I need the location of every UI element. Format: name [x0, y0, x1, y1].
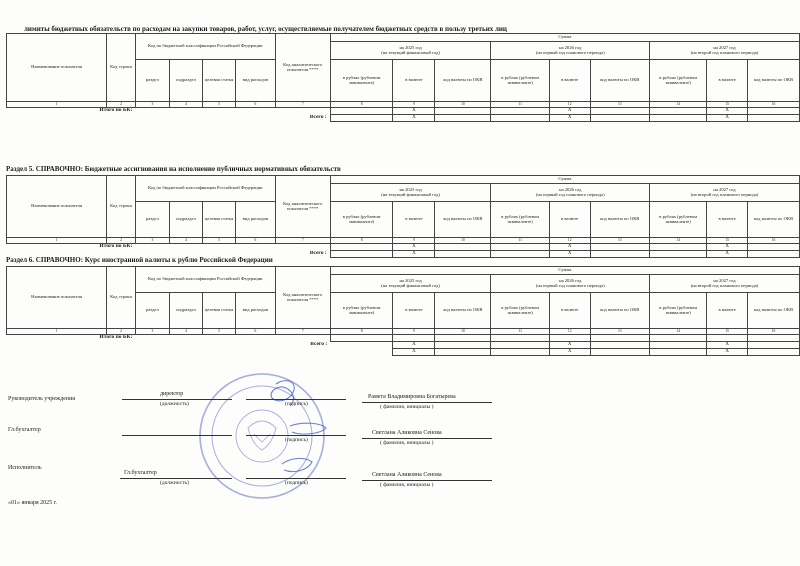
hdr-rub: в рублях (рублевом эквиваленте): [491, 293, 549, 329]
x-mark: X: [393, 251, 435, 258]
hdr-code-line: Код строки: [107, 176, 136, 238]
itogo-label: Итого по БК:: [99, 107, 133, 114]
hdr-year1: на 2025 год (на текущий финансовый год): [330, 275, 491, 293]
hdr-currency: в валюте: [707, 293, 748, 329]
col-num: 12: [549, 238, 590, 244]
executor-name-line: [362, 480, 492, 481]
col-num: 6: [236, 238, 276, 244]
hdr-podrazdel: подраздел: [169, 60, 202, 102]
col-num: 7: [275, 102, 330, 108]
col-num: 8: [330, 102, 393, 108]
x-mark: X: [393, 349, 435, 356]
accountant-label: Гл.бухгалтер: [8, 427, 41, 433]
col-num: 1: [7, 329, 107, 335]
col-num: 15: [707, 329, 748, 335]
name-hint: ( фамилия, инициалы ): [380, 404, 434, 410]
executor-position-line: [120, 478, 232, 479]
hdr-budget-class: Код по бюджетной классификации Российской Федерации: [135, 34, 275, 60]
col-num: 9: [393, 329, 435, 335]
hdr-podrazdel: подраздел: [169, 293, 202, 329]
executor-label: Исполнитель: [8, 465, 42, 471]
hdr-okv: код валюты по ОКВ: [435, 60, 491, 102]
hdr-okv: код валюты по ОКВ: [590, 202, 649, 238]
x-mark: X: [393, 244, 435, 251]
col-num: 12: [549, 102, 590, 108]
itogo-row: [7, 108, 800, 115]
vsego-row: [7, 115, 800, 122]
col-num: 14: [650, 329, 707, 335]
col-num: 4: [169, 238, 202, 244]
col-num: 1: [7, 238, 107, 244]
x-mark: X: [549, 244, 590, 251]
hdr-target: целевая статья: [202, 202, 235, 238]
x-mark: X: [549, 108, 590, 115]
x-mark: X: [707, 108, 748, 115]
col-num: 3: [135, 102, 169, 108]
col-num: 8: [330, 238, 393, 244]
position-hint: (должность): [160, 401, 189, 407]
x-mark: X: [549, 342, 590, 349]
table-section6: [6, 266, 800, 356]
vsego-label: Всего :: [309, 250, 327, 257]
hdr-code-line: Код строки: [107, 34, 136, 102]
hdr-year1: на 2025 год (на текущий финансовый год): [330, 42, 491, 60]
document-date: «01» января 2025 г.: [8, 500, 57, 506]
hdr-sum: Сумма: [330, 176, 799, 184]
head-label: Руководитель учреждения: [8, 396, 76, 402]
col-num: 5: [202, 102, 235, 108]
hdr-year3: на 2027 год (на второй год планового периода): [650, 42, 800, 60]
hdr-budget-class: Код по бюджетной классификации Российской Федерации: [135, 176, 275, 202]
col-num: 10: [435, 238, 491, 244]
hdr-currency: в валюте: [549, 293, 590, 329]
col-num: 2: [107, 102, 136, 108]
hdr-year2: на 2026 год (на первый год планового периода): [491, 42, 650, 60]
hdr-rub: в рублях (рублевом эквиваленте): [650, 60, 707, 102]
hdr-target: целевая статья: [202, 293, 235, 329]
hdr-okv: код валюты по ОКВ: [590, 293, 649, 329]
signature-hint: (подпись): [285, 437, 308, 443]
hdr-code-line: Код строки: [107, 267, 136, 329]
col-num: 10: [435, 102, 491, 108]
x-mark: X: [549, 251, 590, 258]
col-num: 16: [748, 238, 800, 244]
hdr-rub: в рублях (рублевом эквиваленте): [330, 202, 393, 238]
head-name-line: [362, 402, 492, 403]
x-mark: X: [549, 115, 590, 122]
hdr-year2: на 2026 год (на первый год планового периода): [491, 275, 650, 293]
col-num: 15: [707, 238, 748, 244]
hdr-expense-type: вид расходов: [236, 293, 276, 329]
hdr-name: Наименование показателя: [7, 34, 107, 102]
executor-signature-line: [246, 478, 346, 479]
executor-name: Светлана Аликовна Сенова: [372, 472, 442, 478]
col-num: 4: [169, 329, 202, 335]
name-hint: ( фамилия, инициалы ): [380, 440, 434, 446]
col-num: 6: [236, 329, 276, 335]
col-num: 16: [748, 102, 800, 108]
accountant-name: Светлана Аликовна Сенова: [372, 430, 442, 436]
itogo-label: Итого по БК:: [99, 334, 133, 341]
hdr-analytic: Код аналитического показателя ****: [275, 176, 330, 238]
col-num: 2: [107, 238, 136, 244]
hdr-rub: в рублях (рублевом эквиваленте): [491, 60, 549, 102]
hdr-sum: Сумма: [330, 34, 799, 42]
hdr-currency: в валюте: [707, 202, 748, 238]
col-num: 16: [748, 329, 800, 335]
col-num: 13: [590, 238, 649, 244]
col-num: 4: [169, 102, 202, 108]
hdr-rub: в рублях (рублевом эквиваленте): [330, 293, 393, 329]
col-num: 9: [393, 102, 435, 108]
col-num: 1: [7, 102, 107, 108]
x-mark: X: [393, 108, 435, 115]
table-section5: [6, 175, 800, 258]
hdr-rub: в рублях (рублевом эквиваленте): [650, 293, 707, 329]
col-num: 13: [590, 329, 649, 335]
col-num: 11: [491, 238, 549, 244]
hdr-rub: в рублях (рублевом эквиваленте): [330, 60, 393, 102]
col-num: 13: [590, 102, 649, 108]
col-num: 7: [275, 238, 330, 244]
x-mark: X: [707, 115, 748, 122]
hdr-analytic: Код аналитического показателя ****: [275, 34, 330, 102]
hdr-year2: на 2026 год (на первый год планового периода): [491, 184, 650, 202]
hdr-razdel: раздел: [135, 293, 169, 329]
hdr-year3: на 2027 год (на второй год планового периода): [650, 275, 800, 293]
hdr-razdel: раздел: [135, 60, 169, 102]
hdr-name: Наименование показателя: [7, 176, 107, 238]
col-num: 14: [650, 238, 707, 244]
col-num: 10: [435, 329, 491, 335]
hdr-currency: в валюте: [393, 202, 435, 238]
hdr-currency: в валюте: [393, 60, 435, 102]
vsego-row: [7, 342, 800, 349]
hdr-okv: код валюты по ОКВ: [748, 293, 800, 329]
col-num: 6: [236, 102, 276, 108]
section6-title: Раздел 6. СПРАВОЧНО: Курс иностранной валюты к рублю Российской Федерации: [6, 256, 273, 264]
col-num: 12: [549, 329, 590, 335]
hdr-okv: код валюты по ОКВ: [748, 202, 800, 238]
col-num: 5: [202, 329, 235, 335]
hdr-okv: код валюты по ОКВ: [435, 202, 491, 238]
col-num: 8: [330, 329, 393, 335]
hdr-year3: на 2027 год (на второй год планового периода): [650, 184, 800, 202]
hdr-okv: код валюты по ОКВ: [590, 60, 649, 102]
x-mark: X: [707, 349, 748, 356]
section4-title: лимиты бюджетных обязательств по расходам на закупки товаров, работ, услуг, осуществляемые получателем бюджетных средств в пользу третьих лиц: [24, 25, 507, 33]
hdr-rub: в рублях (рублевом эквиваленте): [650, 202, 707, 238]
hdr-okv: код валюты по ОКВ: [435, 293, 491, 329]
hdr-currency: в валюте: [549, 202, 590, 238]
x-mark: X: [707, 251, 748, 258]
signature-hint: (подпись): [285, 401, 308, 407]
col-num: 9: [393, 238, 435, 244]
hdr-sum: Сумма: [330, 267, 799, 275]
vsego-label: Всего :: [310, 341, 328, 348]
accountant-signature-line: [246, 435, 346, 436]
signature-hint: (подпись): [285, 480, 308, 486]
hdr-currency: в валюте: [707, 60, 748, 102]
section5-title: Раздел 5. СПРАВОЧНО: Бюджетные ассигнования на исполнение публичных нормативных обязательств: [6, 165, 341, 173]
x-mark: X: [707, 244, 748, 251]
vsego-label: Всего :: [309, 114, 327, 121]
accountant-position-line: [122, 435, 232, 436]
hdr-expense-type: вид расходов: [236, 202, 276, 238]
hdr-analytic: Код аналитического показателя ****: [275, 267, 330, 329]
hdr-currency: в валюте: [549, 60, 590, 102]
x-mark: X: [707, 342, 748, 349]
hdr-okv: код валюты по ОКВ: [748, 60, 800, 102]
hdr-razdel: раздел: [135, 202, 169, 238]
name-hint: ( фамилия, инициалы ): [380, 482, 434, 488]
accountant-name-line: [362, 438, 492, 439]
x-mark: X: [393, 115, 435, 122]
hdr-rub: в рублях (рублевом эквиваленте): [491, 202, 549, 238]
hdr-currency: в валюте: [393, 293, 435, 329]
table-section4: [6, 33, 800, 122]
col-num: 11: [491, 102, 549, 108]
itogo-label: Итого по БК:: [99, 243, 133, 250]
col-num: 14: [650, 102, 707, 108]
col-num: 7: [275, 329, 330, 335]
col-num: 2: [107, 329, 136, 335]
x-mark: X: [549, 349, 590, 356]
x-mark: X: [393, 342, 435, 349]
col-num: 11: [491, 329, 549, 335]
vsego-row-2: [7, 349, 800, 356]
col-num: 3: [135, 238, 169, 244]
hdr-name: Наименование показателя: [7, 267, 107, 329]
col-num: 3: [135, 329, 169, 335]
hdr-target: целевая статья: [202, 60, 235, 102]
executor-position: Гл.бухгалтер: [124, 470, 157, 476]
head-position-line: [122, 399, 232, 400]
head-position: директор: [160, 391, 184, 397]
col-num: 15: [707, 102, 748, 108]
col-num: 5: [202, 238, 235, 244]
head-name: Рамета Владимировна Богатырева: [368, 394, 456, 400]
hdr-podrazdel: подраздел: [169, 202, 202, 238]
head-signature-line: [246, 399, 346, 400]
hdr-expense-type: вид расходов: [236, 60, 276, 102]
hdr-year1: на 2025 год (на текущий финансовый год): [330, 184, 491, 202]
position-hint: (должность): [160, 480, 189, 486]
itogo-row: [7, 244, 800, 251]
hdr-budget-class: Код по бюджетной классификации Российской Федерации: [135, 267, 275, 293]
itogo-row: [7, 335, 800, 342]
official-seal-stamp-icon: [192, 364, 332, 504]
